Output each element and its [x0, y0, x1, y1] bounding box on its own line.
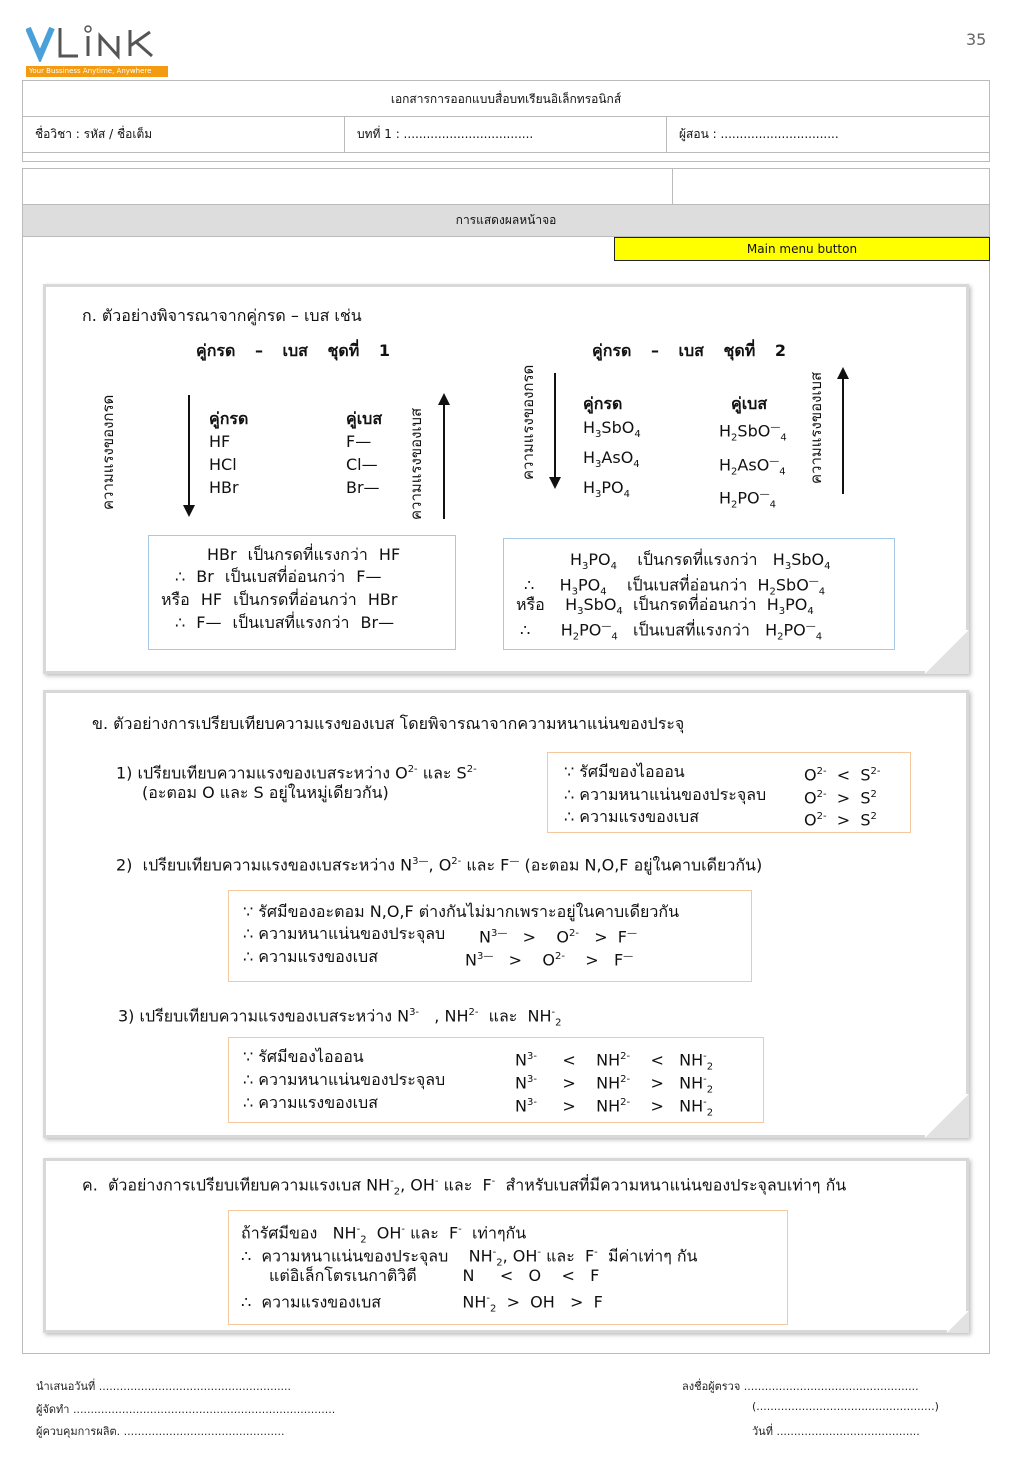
acid-strength-label-1: ความแรงของกรด: [99, 394, 117, 510]
base-head-2: คู่เบส: [731, 394, 768, 413]
set1-line: HBr เป็นกรดที่แรงกว่า HF: [207, 545, 401, 564]
box2-value: $N^{3—}$ > $O^{2-}$ > F—: [465, 950, 634, 970]
main-menu-button[interactable]: Main menu button: [614, 237, 990, 261]
box1-value: $O^{2-} < S^{2-}$: [804, 765, 881, 785]
card-c-title: ค. ตัวอย่างการเปรียบเทียบความแรงเบส $NH^-_2$, OH- และ F- สำหรับเบสที่มีความหนาแน่นของประจุลบเท่าๆ กัน: [82, 1175, 847, 1198]
teacher-cell: ผู้สอน : ...............................: [679, 127, 839, 141]
box3-line: ∴ ความหนาแน่นของประจุลบ: [243, 1070, 446, 1089]
lesson-cell: บทที่ 1 : ..................................: [345, 117, 667, 152]
box1-value: $O^{2-} > S^2$: [804, 788, 877, 808]
up-arrow-2: [842, 379, 844, 494]
card-b-title: ข. ตัวอย่างการเปรียบเทียบความแรงของเบส โดยพิจารณาจากความหนาแน่นของประจุ: [92, 714, 685, 733]
page-curl: [947, 1311, 969, 1333]
footer-controller: ผู้ควบคุมการผลิต. ..............................................: [36, 1425, 285, 1438]
page-curl: [925, 1094, 969, 1138]
acid-item: HF: [209, 432, 231, 451]
box3-value: $N^{3-}$ > $NH^{2-}$ > $NH^-_2$: [515, 1073, 714, 1096]
logo-tagline: Your Bussiness Anytime, Anywhere: [26, 66, 168, 77]
up-arrowhead-1: [438, 393, 450, 405]
down-arrowhead-2: [549, 477, 561, 489]
item1-line2: (อะตอม O และ S อยู่ในหมู่เดียวกัน): [142, 783, 389, 802]
box2-line: ∴ ความหนาแน่นของประจุลบ: [243, 924, 446, 943]
box3-line: ∴ ความแรงของเบส: [243, 1093, 378, 1112]
blank-cell-left: [23, 169, 673, 204]
c-line: ถ้ารัศมีของ $NH^-_2$ OH- และ F- เท่าๆกัน: [241, 1223, 527, 1246]
acid-head-1: คู่กรด: [209, 409, 249, 428]
page-curl: [925, 630, 969, 674]
box1-line: ∴ ความแรงของเบส: [564, 807, 699, 826]
base-strength-label-2: ความแรงของเบส: [807, 371, 825, 484]
set2-line: หรือ $H_3SbO_4$ เป็นกรดที่อ่อนกว่า $H_3PO_4$: [516, 595, 814, 618]
down-arrowhead-1: [183, 505, 195, 517]
set1-line: ∴ F— เป็นเบสที่แรงกว่า Br—: [175, 613, 395, 632]
footer-maker: ผู้จัดทำ ...........................................................................: [36, 1403, 336, 1416]
acid-strength-label-2: ความแรงของกรด: [519, 364, 537, 480]
base-item: Br—: [346, 478, 380, 497]
set1-title: คู่กรด – เบส ชุดที่ 1: [196, 341, 390, 360]
set2-line: ∴ $H_3PO_4$ เป็นเบสที่อ่อนกว่า $H_2SbO^—_4$: [524, 575, 826, 598]
subject-cell: ชื่อวิชา : รหัส / ชื่อเต็ม: [23, 117, 345, 152]
base-list-1: [346, 430, 380, 499]
set2-title: คู่กรด – เบส ชุดที่ 2: [592, 341, 786, 360]
card-base-strength: [43, 690, 969, 1138]
box3-value: $N^{3-}$ > $NH^{2-}$ > $NH^-_2$: [515, 1096, 714, 1119]
footer-paren: (...................................................): [752, 1400, 939, 1413]
set1-conclusion-box: [148, 535, 456, 650]
card-acid-base-pairs: [43, 284, 969, 674]
base-strength-label-1: ความแรงของเบส: [407, 407, 425, 520]
screen-label: การแสดงผลหน้าจอ: [23, 205, 989, 237]
c-line: ∴ ความแรงของเบส $NH^-_2$ > OH > F: [241, 1292, 603, 1315]
vlink-logo-icon: [26, 22, 170, 62]
set2-line: ∴ $H_2PO^—_4$ เป็นเบสที่แรงกว่า $H_2PO^—_4$: [520, 620, 823, 643]
base-item: F—: [346, 432, 372, 451]
acid-list-2: $H_3SbO_4$ $H_3AsO_4$ $H_3PO_4$: [583, 418, 641, 501]
base-head-1: คู่เบส: [346, 409, 383, 428]
set2-conclusion-box: [503, 538, 895, 650]
set2-line: $H_3PO_4$ เป็นกรดที่แรงกว่า $H_3SbO_4$: [570, 550, 831, 573]
box1-line: ∴ ความหนาแน่นของประจุลบ: [564, 785, 767, 804]
box1-line: ∵ รัศมีของไอออน: [564, 762, 685, 781]
acid-item: HBr: [209, 478, 239, 497]
box2-line: ∴ ความแรงของเบส: [243, 947, 378, 966]
up-arrow-1: [443, 405, 445, 519]
set1-line: ∴ Br เป็นเบสที่อ่อนกว่า F—: [175, 567, 382, 586]
acid-head-2: คู่กรด: [583, 394, 623, 413]
item1-line1: 1) เปรียบเทียบความแรงของเบสระหว่าง $O^{2-}$ และ $S^{2-}$: [116, 763, 477, 783]
c-line: แต่อิเล็กโตรเนกาติวิตี N < O < F: [269, 1266, 600, 1285]
acid-list-1: [209, 430, 239, 499]
down-arrow-1: [188, 395, 190, 507]
c-line: ∴ ความหนาแน่นของประจุลบ $NH^-_2$, OH- และ F- มีค่าเท่าๆ กัน: [241, 1246, 698, 1269]
set1-line: หรือ HF เป็นกรดที่อ่อนกว่า HBr: [161, 590, 398, 609]
box2-line: ∵ รัศมีของอะตอม N,O,F ต่างกันไม่มากเพราะอยู่ในคาบเดียวกัน: [243, 902, 680, 921]
card-a-title: ก. ตัวอย่างพิจารณาจากคู่กรด – เบส เช่น: [82, 306, 362, 325]
item2-box: [228, 890, 752, 982]
item3-box: [228, 1037, 764, 1123]
acid-item: HCl: [209, 455, 237, 474]
footer-date: วันที่ .........................................: [752, 1425, 920, 1438]
box1-value: $O^{2-} > S^2$: [804, 810, 877, 830]
page-number: 35: [966, 30, 987, 49]
down-arrow-2: [554, 373, 556, 479]
footer-signer: ลงชื่อผู้ตรวจ ..................................................: [682, 1380, 919, 1393]
box2-value: $N^{3—}$ > $O^{2-} > F^—$: [479, 927, 637, 947]
item1-box: [547, 752, 911, 833]
box3-line: ∵ รัศมีของไอออน: [243, 1047, 364, 1066]
up-arrowhead-2: [837, 367, 849, 379]
item3-line: 3) เปรียบเทียบความแรงของเบสระหว่าง $N^{3-}$ , $NH^{2-}$ และ $NH^-_2$: [118, 1006, 562, 1029]
base-item: Cl—: [346, 455, 378, 474]
document-header-table: [22, 80, 990, 162]
base-list-2: $H_2SbO^—_4$ $H_2AsO^—_4$ $H_2PO^—_4$: [719, 421, 787, 511]
card-equal-charge-density: [43, 1158, 969, 1333]
footer-present: นำเสนอวันที่ .......................................................: [36, 1380, 292, 1393]
item2-line: 2) เปรียบเทียบความแรงของเบสระหว่าง $N^{3—}$, $O^{2-}$ และ F— (อะตอม N,O,F อยู่ในคาบเดียวกัน): [116, 855, 763, 875]
document-title: เอกสารการออกแบบสื่อบทเรียนอิเล็กทรอนิกส์: [23, 81, 989, 117]
box3-value: $N^{3-}$ < $NH^{2-}$ < $NH^-_2$: [515, 1050, 714, 1073]
logo: [26, 22, 170, 74]
card-c-box: [228, 1210, 788, 1325]
